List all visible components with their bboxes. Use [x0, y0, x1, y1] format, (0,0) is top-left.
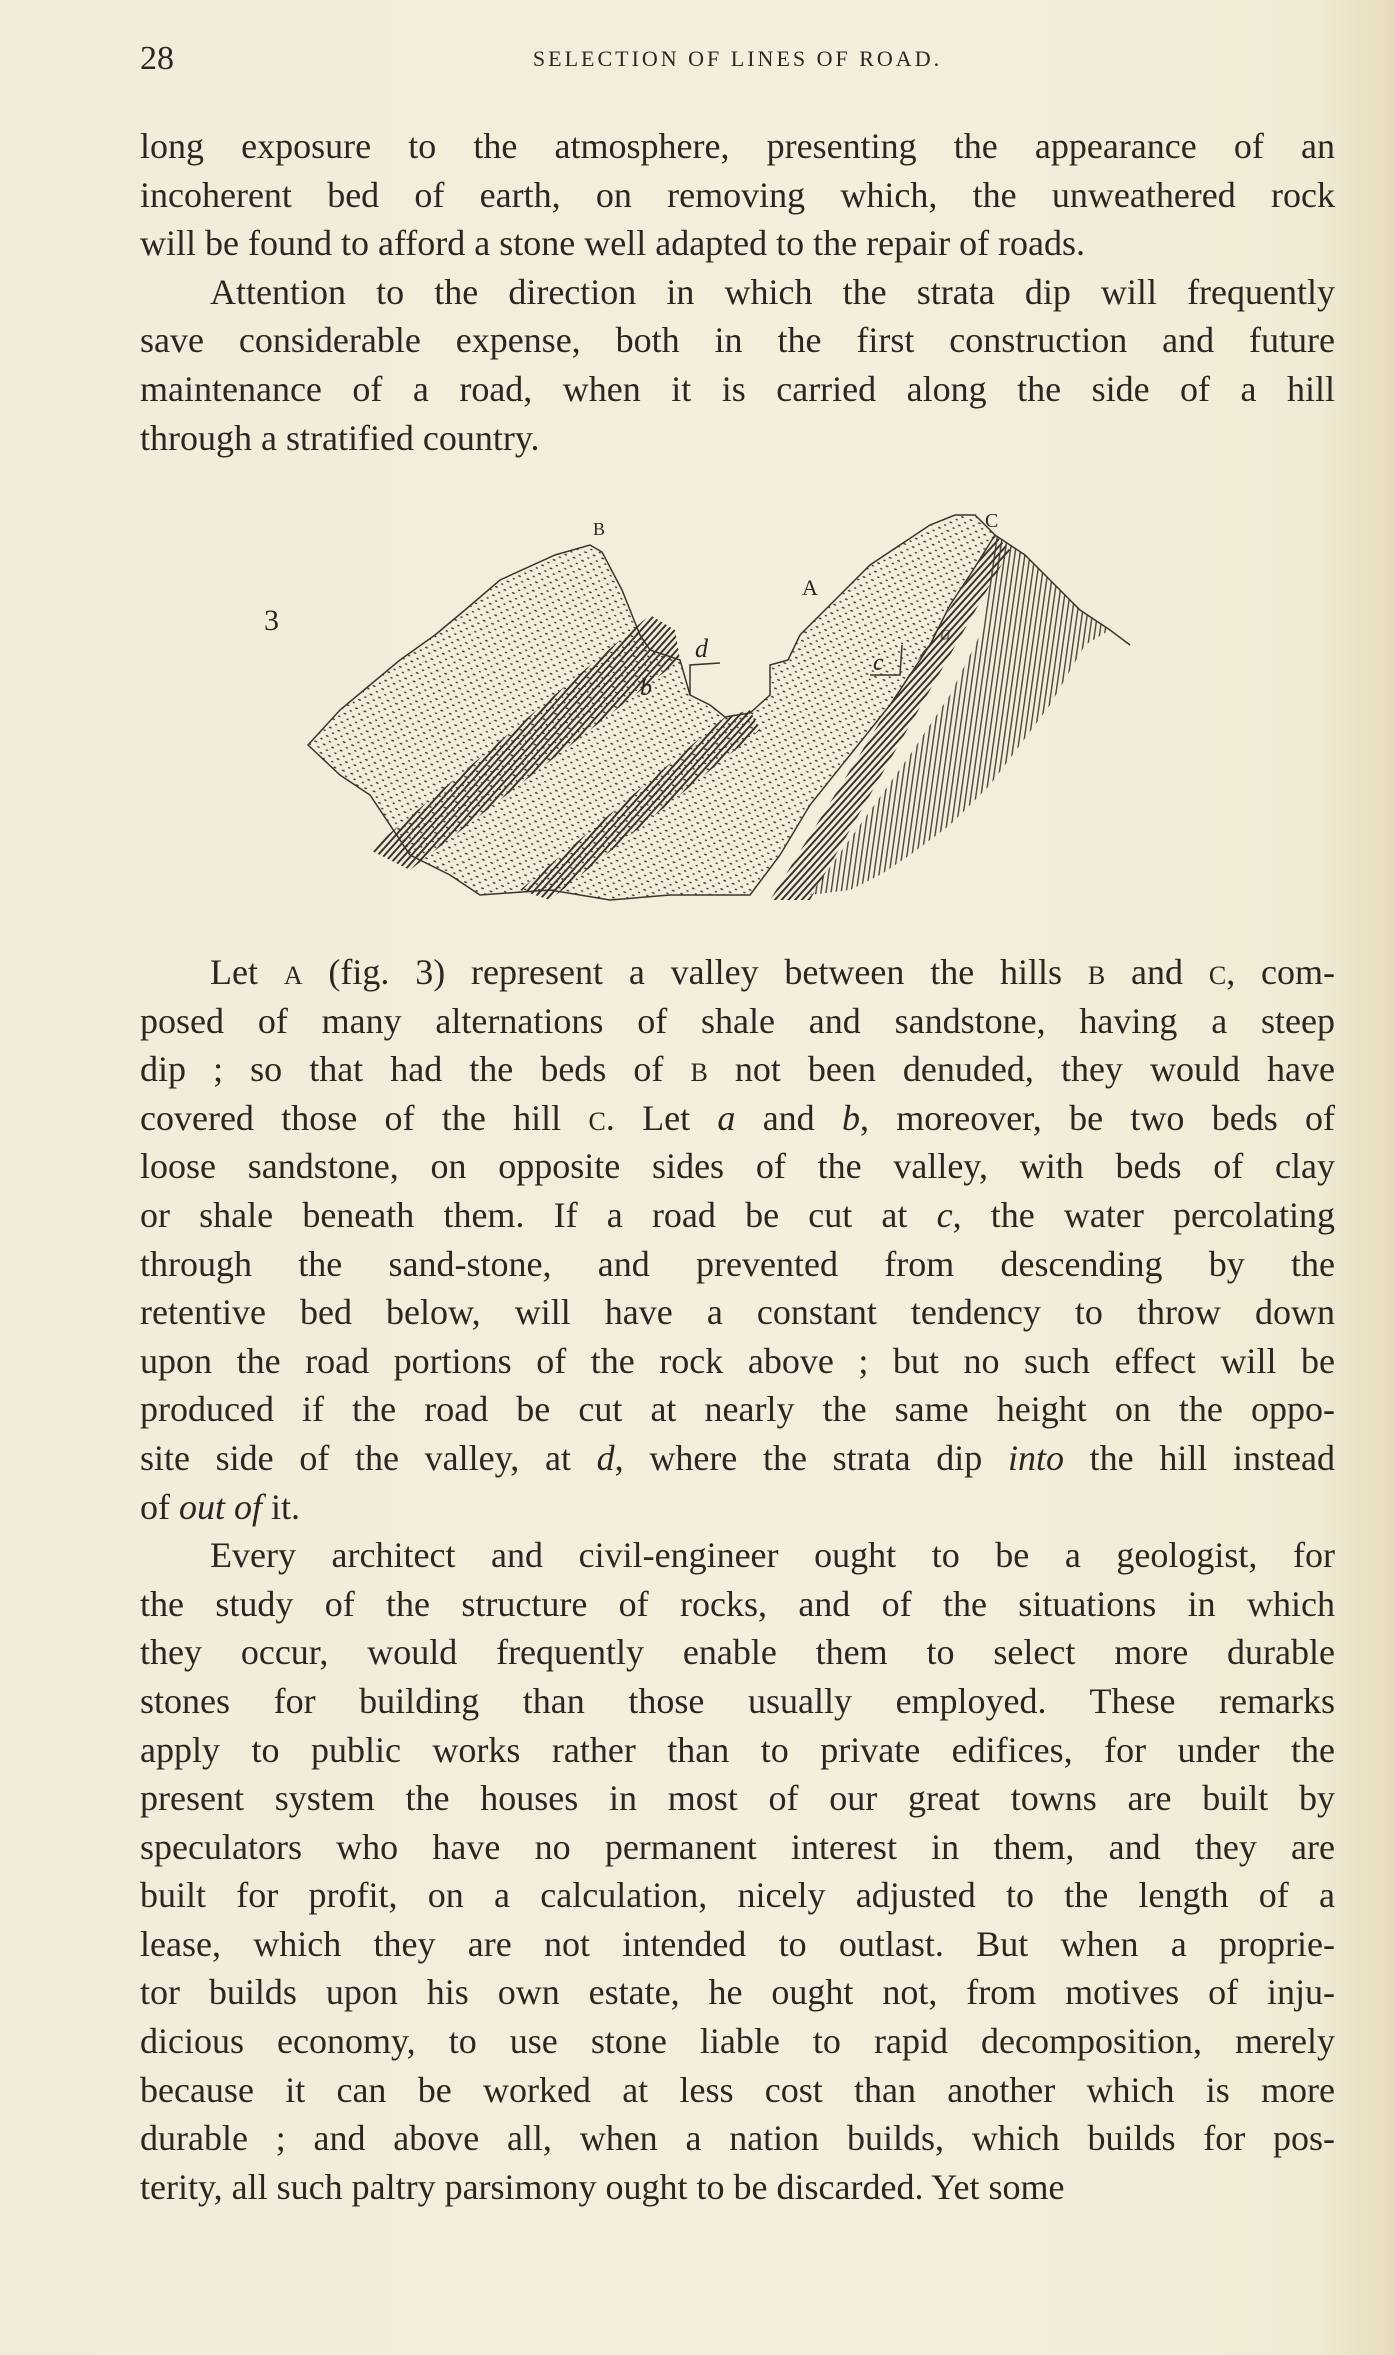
text-run: loose sandstone, on opposite sides of the valley, with beds of clay: [140, 1146, 1335, 1187]
italic-text: a: [717, 1097, 736, 1138]
text-run: dicious economy, to use stone liable to rapid decomposition, merely: [140, 2021, 1335, 2062]
italic-text: b: [842, 1097, 860, 1138]
text-run: stones for building than those usually employed. These remarks: [140, 1680, 1335, 1721]
label-cut-d: d: [695, 634, 708, 663]
text-run: the hill instead: [1063, 1437, 1335, 1478]
label-hill-c: C: [985, 510, 999, 532]
text-run: of: [140, 1486, 179, 1527]
text-run: they occur, would frequently enable them to select more durable: [140, 1632, 1335, 1673]
text-line: [140, 1774, 1335, 1823]
text-line: [140, 122, 1335, 171]
text-run: retentive bed below, will have a constant tendency to throw down: [140, 1292, 1335, 1333]
text-run: long exposure to the atmosphere, presenting the appearance of an: [140, 126, 1335, 166]
figure-number: 3: [264, 604, 279, 637]
text-line: [140, 1823, 1335, 1872]
text-line: [140, 414, 1335, 463]
text-run: the study of the structure of rocks, and of the situations in which: [140, 1583, 1335, 1624]
road-cut-d: [690, 663, 720, 695]
text-run: tor builds upon his own estate, he ought not, from motives of inju-: [140, 1972, 1335, 2013]
running-title: SELECTION OF LINES OF ROAD.: [532, 46, 943, 71]
text-line: [140, 1142, 1335, 1191]
text-line: [140, 2163, 1335, 2212]
text-run: posed of many alternations of shale and sandstone, having a steep: [140, 1000, 1335, 1041]
text-run: durable ; and above all, when a nation builds, which builds for pos-: [140, 2118, 1335, 2159]
text-line: [140, 219, 1335, 268]
text-line: [140, 1968, 1335, 2017]
label-bed-b: b: [640, 675, 652, 701]
text-line: [140, 1191, 1335, 1240]
text-run: , com-: [1226, 952, 1336, 992]
text-line: [140, 2114, 1335, 2163]
page-number: 28: [140, 40, 174, 77]
body-text-bottom: [140, 948, 1335, 2211]
text-run: , moreover, be two beds of: [860, 1097, 1336, 1138]
paragraph: [140, 268, 1335, 462]
text-line: [140, 268, 1335, 317]
text-line: [140, 1580, 1335, 1629]
text-run: speculators who have no permanent interest in them, and they are: [140, 1826, 1335, 1867]
text-run: built for profit, on a calculation, nicely adjusted to the length of a: [140, 1875, 1335, 1916]
text-run: through the sand-stone, and prevented from descending by the: [140, 1243, 1335, 1284]
text-run: terity, all such paltry parsimony ought to be discarded. Yet some: [140, 2166, 1065, 2207]
text-run: and: [735, 1097, 842, 1138]
small-caps-label: A: [283, 961, 303, 990]
text-line: [140, 1240, 1335, 1289]
paragraph: [140, 122, 1335, 268]
text-line: [140, 948, 1335, 997]
small-caps-label: B: [690, 1058, 708, 1088]
text-run: lease, which they are not intended to outlast. But when a proprie-: [140, 1923, 1335, 1964]
text-run: upon the road portions of the rock above ; but no such effect will be: [140, 1340, 1335, 1381]
text-line: [140, 1337, 1335, 1386]
label-hill-b: B: [593, 519, 606, 539]
text-line: [140, 1871, 1335, 1920]
text-line: [140, 1920, 1335, 1969]
text-line: [140, 1726, 1335, 1775]
text-line: [140, 1483, 1335, 1532]
text-run: , the water percolating: [952, 1194, 1335, 1235]
figure-3-geological-section: [250, 495, 1210, 905]
text-run: incoherent bed of earth, on removing which, the unweathered rock: [140, 174, 1335, 215]
text-run: will be found to afford a stone well adapted to the repair of roads.: [140, 223, 1086, 264]
text-line: [140, 171, 1335, 220]
label-bed-a: a: [940, 620, 951, 645]
text-line: [140, 1288, 1335, 1337]
text-line: [140, 2066, 1335, 2115]
text-line: [140, 1531, 1335, 1580]
italic-text: d: [596, 1437, 615, 1478]
text-run: (fig. 3) represent a valley between the hills: [302, 952, 1088, 992]
text-run: through a stratified country.: [140, 417, 540, 458]
body-text-top: [140, 122, 1335, 462]
text-run: , where the strata dip: [614, 1437, 1008, 1478]
text-run: Every architect and civil-engineer ought to be a geologist, for: [210, 1535, 1335, 1576]
label-cut-c: c: [873, 650, 884, 676]
small-caps-label: C: [1208, 961, 1227, 990]
text-run: site side of the valley, at: [140, 1437, 597, 1478]
small-caps-label: B: [1087, 961, 1106, 990]
text-run: because it can be worked at less cost than another which is more: [140, 2069, 1335, 2110]
text-line: [140, 365, 1335, 414]
text-line: [140, 2017, 1335, 2066]
italic-text: into: [1007, 1437, 1064, 1478]
text-run: produced if the road be cut at nearly the same height on the oppo-: [140, 1389, 1335, 1430]
text-run: maintenance of a road, when it is carried along the side of a hill: [140, 368, 1335, 409]
text-line: [140, 1385, 1335, 1434]
text-run: present system the houses in most of our great towns are built by: [140, 1778, 1335, 1819]
text-line: [140, 1094, 1335, 1143]
text-run: and: [1105, 952, 1209, 992]
text-run: it.: [262, 1486, 301, 1527]
text-run: not been denuded, they would have: [707, 1049, 1336, 1090]
text-run: . Let: [605, 1097, 718, 1138]
paragraph: [140, 1531, 1335, 2211]
text-line: [140, 316, 1335, 365]
italic-text: c: [936, 1194, 953, 1235]
text-run: apply to public works rather than to private edifices, for under the: [140, 1729, 1335, 1770]
small-caps-label: C: [588, 1106, 606, 1136]
text-line: [140, 1434, 1335, 1483]
text-run: save considerable expense, both in the first construction and future: [140, 320, 1335, 361]
text-line: [140, 1628, 1335, 1677]
paragraph: [140, 948, 1335, 1531]
text-run: Let: [210, 952, 284, 992]
text-run: or shale beneath them. If a road be cut at: [140, 1194, 937, 1235]
text-line: [140, 1677, 1335, 1726]
text-run: covered those of the hill: [140, 1097, 589, 1138]
running-head: [140, 40, 1335, 80]
italic-text: out of: [179, 1486, 263, 1527]
text-line: [140, 1045, 1335, 1094]
text-line: [140, 997, 1335, 1046]
text-run: Attention to the direction in which the strata dip will frequently: [210, 271, 1335, 312]
text-run: dip ; so that had the beds of: [140, 1049, 691, 1090]
label-valley-a: A: [802, 575, 818, 600]
